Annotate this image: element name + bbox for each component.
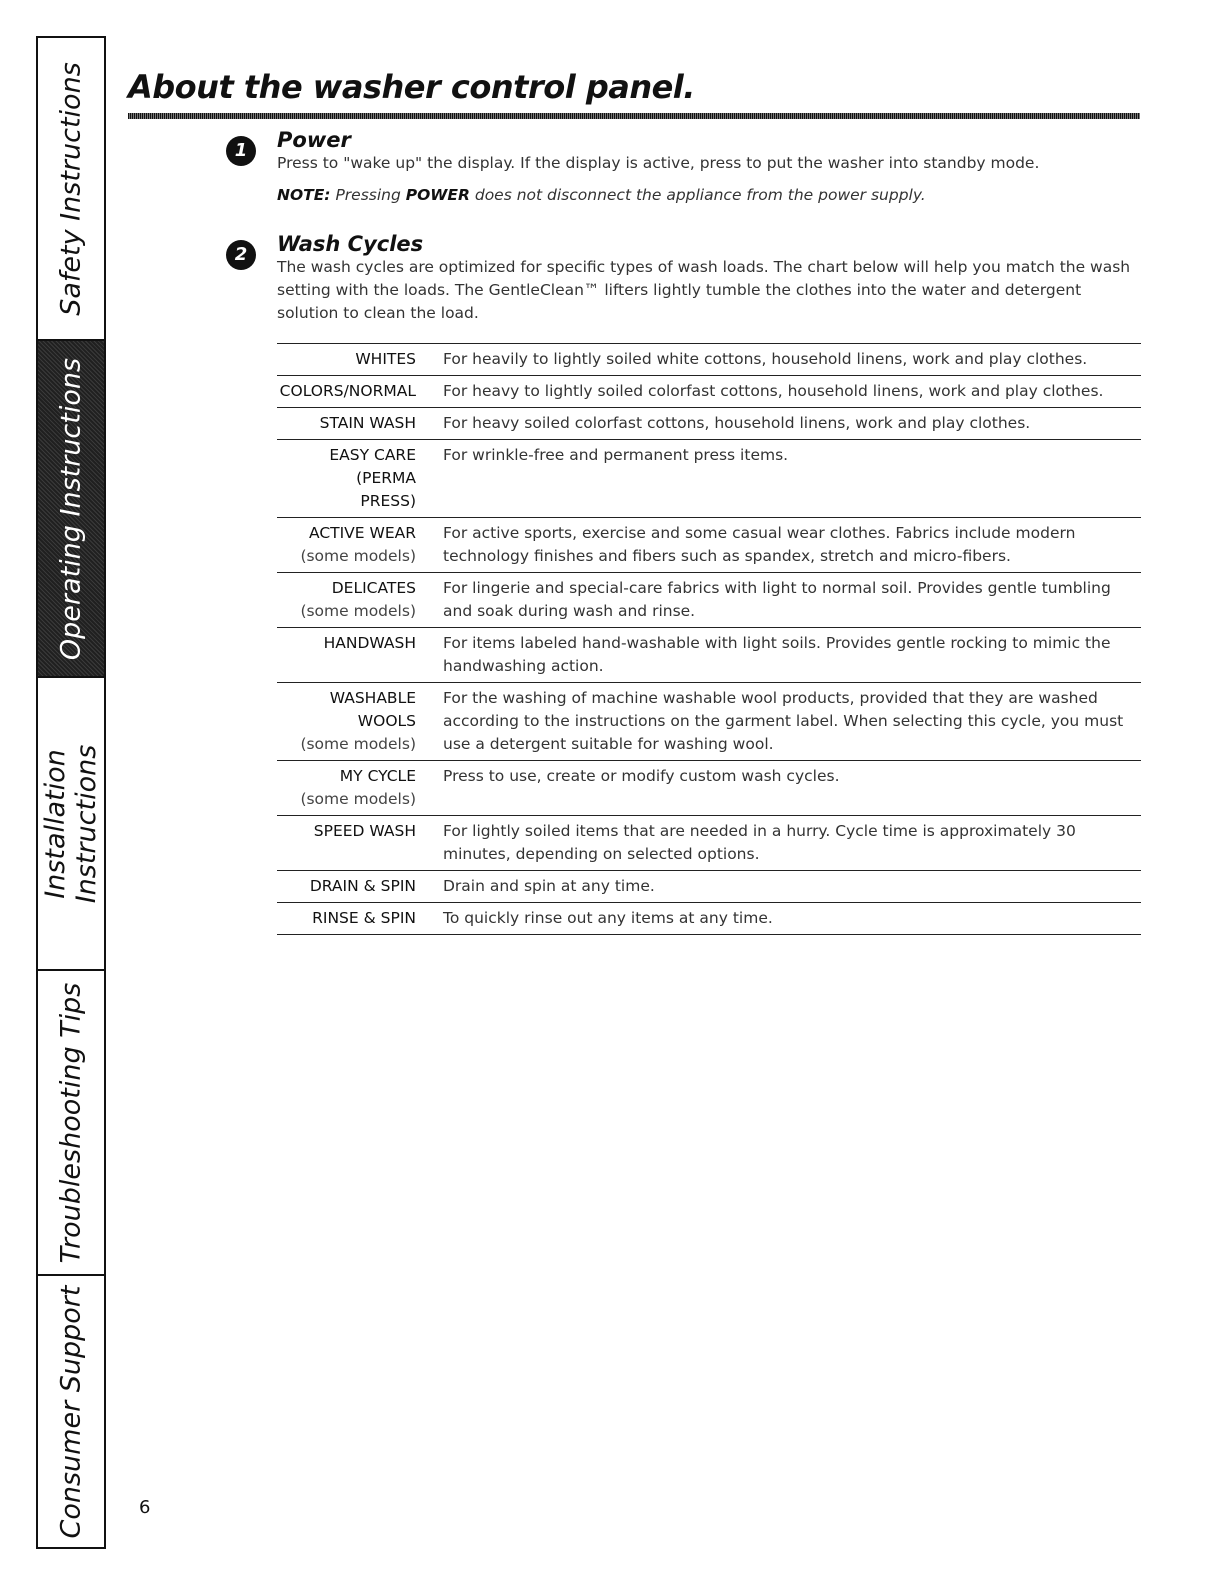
cycle-name bbox=[277, 687, 416, 756]
number-badge: 2 bbox=[226, 240, 256, 270]
table-row bbox=[277, 683, 1141, 761]
cycle-name bbox=[277, 632, 416, 678]
note-keyword: POWER bbox=[405, 186, 470, 204]
cycle-name-text: STAIN WASH bbox=[319, 414, 416, 432]
cycle-name bbox=[277, 875, 416, 898]
table-row bbox=[277, 573, 1141, 628]
page-number: 6 bbox=[139, 1497, 151, 1518]
side-tab-nav bbox=[36, 36, 106, 1549]
cycle-name-text: WHITES bbox=[355, 350, 416, 368]
cycle-name-text: SPEED WASH bbox=[313, 822, 416, 840]
number-badge: 1 bbox=[226, 136, 256, 166]
cycle-name-text: MY CYCLE bbox=[339, 767, 416, 785]
tab-safety-instructions[interactable] bbox=[38, 38, 104, 341]
tab-label: Installation Instructions bbox=[40, 744, 102, 903]
table-row bbox=[277, 816, 1141, 871]
cycle-name bbox=[277, 412, 416, 435]
wash-cycles-table bbox=[277, 343, 1141, 935]
section-heading: Wash Cycles bbox=[277, 232, 424, 256]
table-row bbox=[277, 376, 1141, 408]
cycle-description: For heavy soiled colorfast cottons, household linens, work and play clothes. bbox=[443, 414, 1031, 432]
cycle-name bbox=[277, 380, 416, 403]
cycle-description: Press to use, create or modify custom wash cycles. bbox=[443, 767, 840, 785]
cycle-name bbox=[277, 522, 416, 568]
cycle-name bbox=[277, 820, 416, 866]
tab-troubleshooting-tips[interactable] bbox=[38, 971, 104, 1276]
cycle-name bbox=[277, 444, 416, 513]
cycle-description: Drain and spin at any time. bbox=[443, 877, 655, 895]
cycle-name bbox=[277, 577, 416, 623]
title-rule bbox=[128, 113, 1140, 119]
cycle-description: For lingerie and special-care fabrics with light to normal soil. Provides gentle tumbling and soak during wash and rinse. bbox=[443, 579, 1111, 620]
cycle-description: For active sports, exercise and some casual wear clothes. Fabrics include modern technology finishes and fibers such as spandex, stretch and micro-fibers. bbox=[443, 524, 1076, 565]
note-label: NOTE: bbox=[277, 186, 331, 204]
cycle-name-text: HANDWASH bbox=[323, 634, 416, 652]
cycle-name-text: COLORS/NORMAL bbox=[279, 382, 416, 400]
tab-label: Operating Instructions bbox=[55, 357, 87, 660]
cycle-name-text: RINSE & SPIN bbox=[312, 909, 416, 927]
table-row bbox=[277, 408, 1141, 440]
section-text: The wash cycles are optimized for specific types of wash loads. The chart below will help you match the wash setting with the loads. The GentleClean™ lifters lightly tumble the clothes into the water and detergent solution to clean the load. bbox=[277, 258, 1131, 322]
section-heading: Power bbox=[277, 128, 351, 152]
cycle-description: To quickly rinse out any items at any time. bbox=[443, 909, 773, 927]
cycle-description: For lightly soiled items that are needed in a hurry. Cycle time is approximately 30 minutes, depending on selected options. bbox=[443, 822, 1076, 863]
cycle-name-text: WASHABLE WOOLS bbox=[329, 689, 416, 730]
cycle-name bbox=[277, 907, 416, 930]
table-row bbox=[277, 628, 1141, 683]
cycle-name-text: ACTIVE WEAR bbox=[308, 524, 416, 542]
note-text: does not disconnect the appliance from the power supply. bbox=[469, 186, 926, 204]
cycle-availability: (some models) bbox=[300, 790, 416, 808]
tab-label: Troubleshooting Tips bbox=[55, 982, 87, 1263]
tab-label: Consumer Support bbox=[55, 1285, 87, 1538]
page-title: About the washer control panel. bbox=[128, 68, 695, 106]
tab-consumer-support[interactable] bbox=[38, 1276, 104, 1547]
note-text: Pressing bbox=[330, 186, 406, 204]
cycle-description: For heavily to lightly soiled white cottons, household linens, work and play clothes. bbox=[443, 350, 1088, 368]
cycle-description: For wrinkle-free and permanent press items. bbox=[443, 446, 789, 464]
cycle-description: For the washing of machine washable wool products, provided that they are washed according to the instructions on the garment label. When selecting this cycle, you must use a detergent suitable for washing wool. bbox=[443, 689, 1124, 753]
table-row bbox=[277, 903, 1141, 935]
cycle-availability: (some models) bbox=[300, 547, 416, 565]
tab-installation-instructions[interactable] bbox=[38, 678, 104, 971]
table-row bbox=[277, 761, 1141, 816]
cycle-name-text: EASY CARE (PERMA PRESS) bbox=[329, 446, 416, 510]
section-text: Press to "wake up" the display. If the display is active, press to put the washer into standby mode. bbox=[277, 154, 1040, 172]
cycle-availability: (some models) bbox=[300, 735, 416, 753]
cycle-name bbox=[277, 765, 416, 811]
table-row bbox=[277, 518, 1141, 573]
table-row bbox=[277, 344, 1141, 376]
cycle-description: For items labeled hand-washable with light soils. Provides gentle rocking to mimic the handwashing action. bbox=[443, 634, 1111, 675]
power-note bbox=[277, 184, 1141, 206]
cycle-availability: (some models) bbox=[300, 602, 416, 620]
tab-operating-instructions[interactable] bbox=[38, 341, 104, 678]
cycle-name-text: DRAIN & SPIN bbox=[309, 877, 416, 895]
table-row bbox=[277, 871, 1141, 903]
cycle-name-text: DELICATES bbox=[331, 579, 416, 597]
table-row bbox=[277, 440, 1141, 518]
cycle-description: For heavy to lightly soiled colorfast cottons, household linens, work and play clothes. bbox=[443, 382, 1104, 400]
cycle-name bbox=[277, 348, 416, 371]
tab-label: Safety Instructions bbox=[55, 61, 87, 316]
